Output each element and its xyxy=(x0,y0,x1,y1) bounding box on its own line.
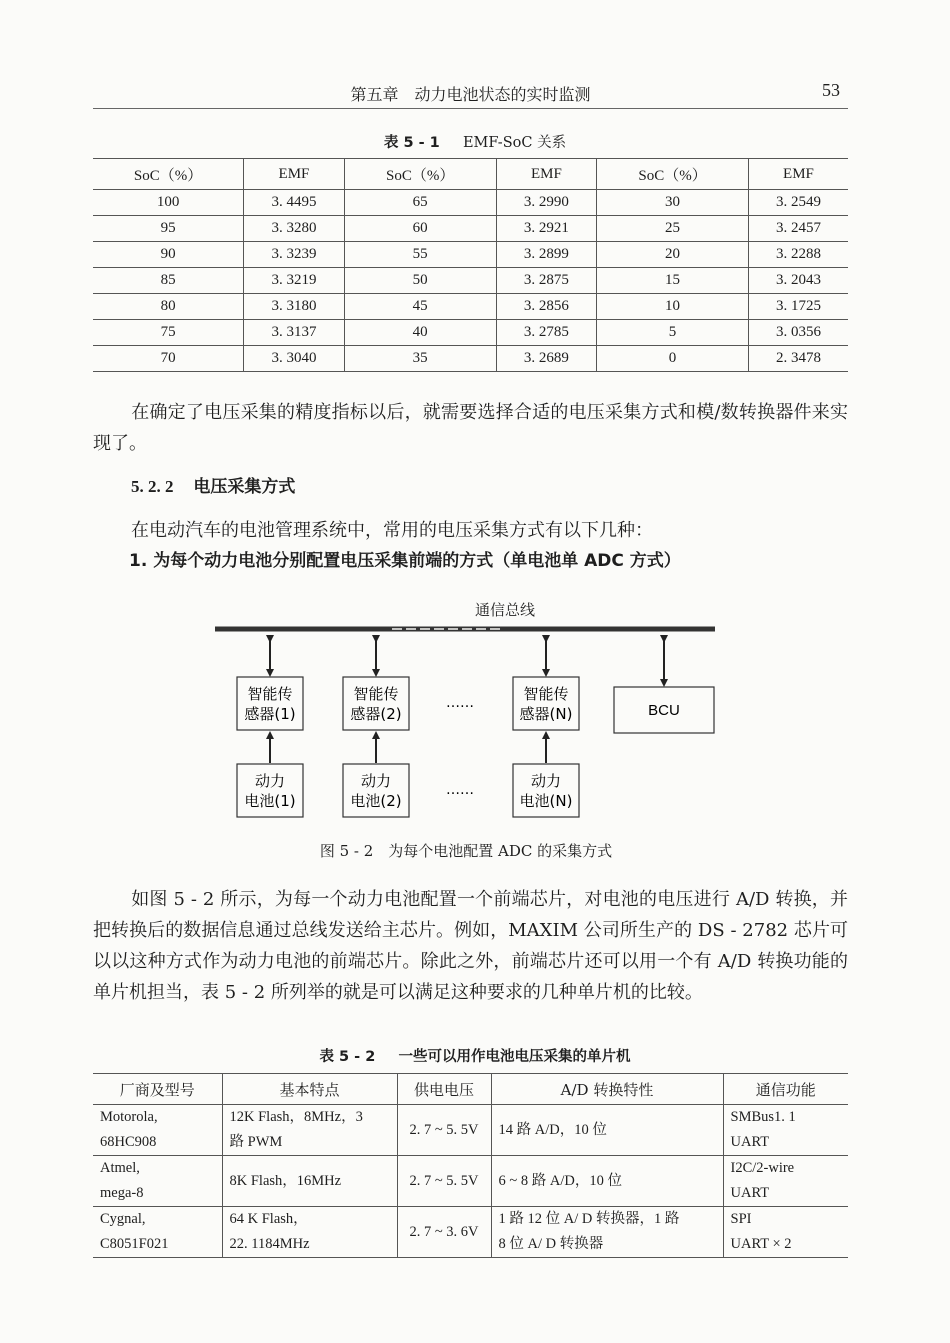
vendor-cell-line: Atmel, xyxy=(100,1160,140,1176)
table-cell: 3. 2549 xyxy=(748,190,848,216)
table-row xyxy=(93,346,848,372)
column-header: SoC（%） xyxy=(344,159,496,190)
comm-cell-line: UART × 2 xyxy=(730,1236,792,1252)
table-cell: 3. 3280 xyxy=(244,216,345,242)
table2-caption-number: 表 5 - 2 xyxy=(319,1049,376,1065)
table-cell: 3. 2921 xyxy=(496,216,597,242)
table-cell: 3. 3239 xyxy=(244,242,345,268)
table-header-row xyxy=(93,1074,848,1105)
vendor-cell xyxy=(93,1105,222,1156)
table-header-row xyxy=(93,159,848,190)
table-cell: 55 xyxy=(344,242,496,268)
table-cell: 95 xyxy=(93,216,244,242)
ad-cell-line: 14 路 A/D，10 位 xyxy=(498,1121,607,1138)
sensor-ellipsis: …… xyxy=(446,695,474,711)
page-header xyxy=(93,80,848,109)
column-header: EMF xyxy=(748,159,848,190)
column-header: EMF xyxy=(496,159,597,190)
table-cell: 3. 3137 xyxy=(244,320,345,346)
table-cell: 3. 1725 xyxy=(748,294,848,320)
features-cell xyxy=(222,1105,397,1156)
comm-cell-line: I2C/2-wire xyxy=(730,1160,795,1176)
sensor-label: 感器(1) xyxy=(244,705,296,723)
table1-caption-title: EMF-SoC 关系 xyxy=(462,135,567,151)
table-cell: 3. 2288 xyxy=(748,242,848,268)
table-cell: 65 xyxy=(344,190,496,216)
table2-caption-title: 一些可以用作电池电压采集的单片机 xyxy=(398,1049,631,1065)
column-header: 基本特点 xyxy=(222,1074,397,1105)
table-cell: 50 xyxy=(344,268,496,294)
battery-label: 电池(N) xyxy=(519,792,573,810)
table-row xyxy=(93,242,848,268)
bus-label: 通信总线 xyxy=(474,601,536,619)
sensor-box-2 xyxy=(343,677,409,730)
table-cell: 80 xyxy=(93,294,244,320)
column-header: 供电电压 xyxy=(397,1074,491,1105)
column-header: 通信功能 xyxy=(723,1074,848,1105)
table-cell: 20 xyxy=(597,242,749,268)
features-cell-line: 8K Flash，16MHz xyxy=(229,1172,342,1189)
features-cell-line: 64 K Flash， xyxy=(229,1211,308,1227)
table-row xyxy=(93,268,848,294)
table-cell: 3. 0356 xyxy=(748,320,848,346)
vendor-cell-line: Motorola, xyxy=(100,1109,158,1125)
battery-box-2 xyxy=(343,764,409,817)
table-cell: 60 xyxy=(344,216,496,242)
table-cell: 70 xyxy=(93,346,244,372)
sensor-label: 智能传 xyxy=(247,685,293,703)
features-cell-line: 路 PWM xyxy=(229,1134,283,1150)
column-header: SoC（%） xyxy=(597,159,749,190)
battery-box-n xyxy=(513,764,579,817)
battery-box-1 xyxy=(237,764,303,817)
mcu-comparison-table xyxy=(93,1073,848,1258)
ad-cell xyxy=(491,1156,723,1207)
vendor-cell-line: Cygnal, xyxy=(100,1211,146,1227)
table-row xyxy=(93,216,848,242)
list-item-heading: 1. 为每个动力电池分别配置电压采集前端的方式（单电池单 ADC 方式） xyxy=(129,551,681,571)
table-cell: 25 xyxy=(597,216,749,242)
section-number: 5. 2. 2 xyxy=(131,477,174,496)
table-cell: 3. 3180 xyxy=(244,294,345,320)
paragraph-text: 在确定了电压采集的精度指标以后，就需要选择合适的电压采集方式和模/数转换器件来实现了。 xyxy=(93,402,848,454)
comm-cell-line: SPI xyxy=(730,1211,752,1227)
paragraph-text: 如图 5 - 2 所示，为每一个动力电池配置一个前端芯片，对电池的电压进行 A/D 转换，并把转换后的数据信息通过总线发送给主芯片。例如，MAXIM 公司所生产的 DS - 2782 芯片可以以这种方式作为动力电池的前端芯片。除此之外，前端芯片还可以用一个有 A/D 转换功能的单片机担当，表 5 - 2 所列举的就是可以满足这种要求的几种单片机的比较。 xyxy=(93,889,848,1003)
table-row xyxy=(93,1207,848,1258)
battery-label: 动力 xyxy=(254,772,286,790)
battery-label: 动力 xyxy=(360,772,392,790)
bcu-label: BCU xyxy=(648,702,680,719)
table-cell: 30 xyxy=(597,190,749,216)
battery-ellipsis: …… xyxy=(446,782,474,798)
vendor-cell-line: C8051F021 xyxy=(100,1236,169,1252)
comm-cell-line: UART xyxy=(730,1134,770,1150)
intro-line: 在电动汽车的电池管理系统中，常用的电压采集方式有以下几种： xyxy=(131,520,653,541)
comm-cell xyxy=(723,1105,848,1156)
vendor-cell-line: 68HC908 xyxy=(100,1134,157,1150)
table-row xyxy=(93,1105,848,1156)
ad-cell-line: 6 ~ 8 路 A/D，10 位 xyxy=(498,1172,622,1189)
table-cell: 2. 3478 xyxy=(748,346,848,372)
battery-label: 动力 xyxy=(530,772,562,790)
battery-label: 电池(1) xyxy=(244,792,296,810)
table-cell: 35 xyxy=(344,346,496,372)
table-cell: 3. 3219 xyxy=(244,268,345,294)
section-heading xyxy=(131,472,295,497)
column-header: A/D 转换特性 xyxy=(491,1074,723,1105)
adc-topology-diagram xyxy=(200,595,760,830)
features-cell xyxy=(222,1207,397,1258)
emf-soc-table xyxy=(93,158,848,372)
sensor-label: 感器(N) xyxy=(519,705,573,723)
table-cell: 3. 2856 xyxy=(496,294,597,320)
table-row xyxy=(93,190,848,216)
table-cell: 5 xyxy=(597,320,749,346)
sensor-label: 感器(2) xyxy=(350,705,402,723)
column-header: 厂商及型号 xyxy=(93,1074,222,1105)
table-cell: 3. 2875 xyxy=(496,268,597,294)
table-cell: 3. 2689 xyxy=(496,346,597,372)
table-cell: 0 xyxy=(597,346,749,372)
features-cell-line: 22. 1184MHz xyxy=(229,1236,310,1252)
table-cell: 15 xyxy=(597,268,749,294)
column-header: EMF xyxy=(244,159,345,190)
ad-cell-line: 1 路 12 位 A/ D 转换器，1 路 xyxy=(498,1211,680,1227)
table-row xyxy=(93,320,848,346)
vendor-cell-line: mega-8 xyxy=(100,1185,144,1201)
paragraph-figure-description xyxy=(93,884,848,1008)
comm-cell-line: SMBus1. 1 xyxy=(730,1109,796,1125)
section-title: 电压采集方式 xyxy=(193,477,296,497)
table-row xyxy=(93,294,848,320)
voltage-cell: 2. 7 ~ 5. 5V xyxy=(397,1156,491,1207)
table-cell: 3. 2457 xyxy=(748,216,848,242)
ad-cell xyxy=(491,1105,723,1156)
table-cell: 10 xyxy=(597,294,749,320)
table-cell: 100 xyxy=(93,190,244,216)
battery-label: 电池(2) xyxy=(350,792,402,810)
table-cell: 3. 2990 xyxy=(496,190,597,216)
table-cell: 40 xyxy=(344,320,496,346)
sensor-label: 智能传 xyxy=(523,685,569,703)
comm-cell xyxy=(723,1156,848,1207)
table-cell: 3. 2043 xyxy=(748,268,848,294)
table1-caption-number: 表 5 - 1 xyxy=(383,135,440,151)
sensor-box-1 xyxy=(237,677,303,730)
figure-caption: 图 5 - 2 为每个电池配置 ADC 的采集方式 xyxy=(319,842,613,860)
table-cell: 3. 2899 xyxy=(496,242,597,268)
bcu-box xyxy=(614,687,714,733)
table-cell: 3. 2785 xyxy=(496,320,597,346)
paragraph-precision xyxy=(93,397,848,459)
voltage-cell: 2. 7 ~ 5. 5V xyxy=(397,1105,491,1156)
table-cell: 85 xyxy=(93,268,244,294)
vendor-cell xyxy=(93,1207,222,1258)
ad-cell xyxy=(491,1207,723,1258)
vendor-cell xyxy=(93,1156,222,1207)
comm-cell xyxy=(723,1207,848,1258)
voltage-cell: 2. 7 ~ 3. 6V xyxy=(397,1207,491,1258)
features-cell xyxy=(222,1156,397,1207)
ad-cell-line: 8 位 A/ D 转换器 xyxy=(498,1236,604,1252)
column-header: SoC（%） xyxy=(93,159,244,190)
sensor-label: 智能传 xyxy=(353,685,399,703)
table-cell: 75 xyxy=(93,320,244,346)
table-cell: 45 xyxy=(344,294,496,320)
sensor-box-n xyxy=(513,677,579,730)
table1-caption xyxy=(0,131,950,152)
table-cell: 90 xyxy=(93,242,244,268)
features-cell-line: 12K Flash，8MHz，3 xyxy=(229,1109,363,1125)
table2-caption xyxy=(0,1045,950,1066)
page-number: 53 xyxy=(822,80,840,100)
table-row xyxy=(93,1156,848,1207)
table-cell: 3. 4495 xyxy=(244,190,345,216)
table-cell: 3. 3040 xyxy=(244,346,345,372)
comm-cell-line: UART xyxy=(730,1185,770,1201)
chapter-title: 第五章 动力电池状态的实时监测 xyxy=(350,85,591,104)
